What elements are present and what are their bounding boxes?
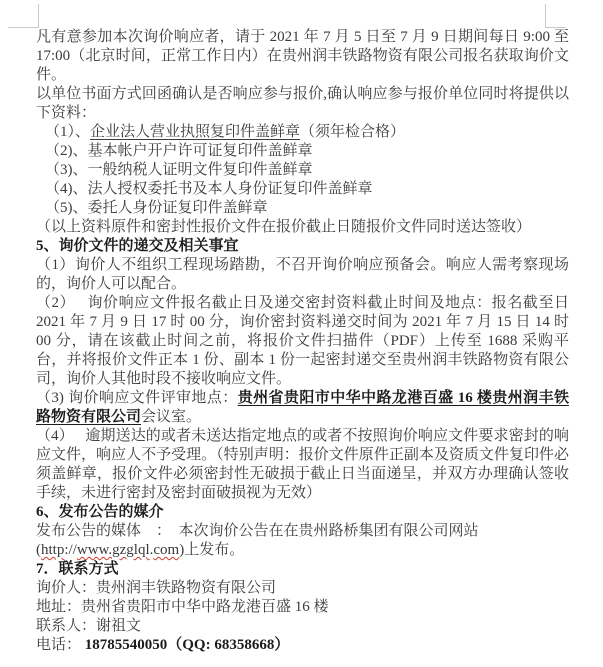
text-run: 凡有意参加本次询价响应者，请于 2021 年 7 月 5 日至 7 月 9 日期间每日 9:00 至 17:00（北京时间，正常工作日内）在贵州润丰铁路物资有限公司报名获取询价文件。: [36, 29, 569, 83]
text-run: 贵州省贵阳市中华中路龙港百盛 16 楼贵州润丰铁路物资有限公司: [36, 390, 569, 425]
margin-crop-mark-top-left: [8, 4, 39, 28]
para-5-2: [36, 294, 569, 389]
text-run: (: [36, 542, 41, 558]
para-5-4-overdue: [36, 427, 569, 503]
text-run: 18785540050（QQ: 68358668）: [84, 637, 290, 653]
text-run: ://: [64, 542, 77, 558]
text-run: （3) 询价响应文件评审地点：: [36, 390, 238, 406]
document-text-area[interactable]: [36, 28, 569, 655]
text-run: （4)、法人授权委托书及本人身份证复印件盖鲜章: [45, 181, 373, 197]
heading-section-5: [36, 237, 569, 256]
text-run: （4） 逾期送达的或者未送达指定地点的或者不按照询价响应文件要求密封的响应文件，响应人不予受理。（特别声明：报价文件原件正副本及资质文件复印件必须盖鲜章，报价文件必须密封性无破损于截止日当面递呈，并双方办理确认签收手续，未进行密封及密封面破损视为无效）: [36, 428, 569, 501]
para-announcement-url: [36, 541, 569, 560]
text-run: （1）询价人不组织工程现场踏勘，不召开询价响应预备会。响应人需考察现场的，询价人可以配合。: [36, 257, 569, 292]
list-item-4: [36, 180, 569, 199]
text-run: 以单位书面方式回函确认是否响应参与报价,确认响应参与报价单位同时将提供以下资料：: [36, 86, 569, 121]
text-run: )上发布。: [179, 542, 245, 558]
contact-person: [36, 617, 569, 636]
text-run: 联系人：谢祖文: [36, 618, 142, 634]
text-run: .: [149, 542, 154, 558]
text-run: 发布公告的媒体 ： 本次询价公告在在贵州路桥集团有限公司网站: [36, 523, 479, 539]
text-run: 企业法人营业执照复印件盖鲜章: [90, 124, 301, 140]
text-run: （5)、委托人身份证复印件盖鲜章: [45, 200, 268, 216]
text-run: 7．联系方式: [36, 561, 119, 577]
para-announcement-media: [36, 522, 569, 541]
text-run: 地址：贵州省贵阳市中华中路龙港百盛 16 楼: [36, 599, 329, 615]
contact-phone: [36, 636, 569, 655]
text-run: 询价人：贵州润丰铁路物资有限公司: [36, 580, 277, 596]
margin-crop-mark-top-right: [545, 4, 566, 28]
text-run: （以上资料原件和密封性报价文件在报价截止日随报价文件同时送达签收）: [36, 219, 532, 235]
list-item-1: [36, 123, 569, 142]
list-item-3: [36, 161, 569, 180]
text-run: 电话：: [36, 637, 85, 653]
para-5-1: [36, 256, 569, 294]
contact-inquirer: [36, 579, 569, 598]
heading-section-7: [36, 560, 569, 579]
text-run: （1）、: [45, 124, 91, 140]
text-run: www.gzglql: [76, 542, 150, 558]
text-run: http: [41, 542, 65, 558]
text-run: （2） 询价响应文件报名截止日及递交密封资料截止时间及地点：报名截至日 2021 年 7 月 9 日 17 时 00 分，询价密封资料递交时间为 2021 年 7 月 15 日 14 时 00 分，请在该截止时间之前，将报价文件扫描件（PDF）上传至 1688 采购平台，并将报价文件正本 1 份、副本 1 份一起密封递交至贵州润丰铁路物资有限公司，询价人其他时段不接收响应文件。: [36, 295, 569, 387]
text-run: com: [153, 542, 180, 558]
heading-section-6: [36, 503, 569, 522]
text-run: 会议室。: [141, 409, 202, 425]
para-reply-confirmation: [36, 85, 569, 123]
para-5-3-review-location: [36, 389, 569, 427]
text-run: （3)、一般纳税人证明文件复印件盖鲜章: [45, 162, 313, 178]
para-registration-period: [36, 28, 569, 85]
list-item-2: [36, 142, 569, 161]
list-item-5: [36, 199, 569, 218]
text-run: （须年检合格）: [300, 124, 406, 140]
para-materials-note: [36, 218, 569, 237]
text-run: 5、询价文件的递交及相关事宜: [36, 238, 239, 254]
contact-address: [36, 598, 569, 617]
text-run: （2)、基本帐户开户许可证复印件盖鲜章: [45, 143, 313, 159]
text-run: 6、发布公告的媒介: [36, 504, 164, 520]
